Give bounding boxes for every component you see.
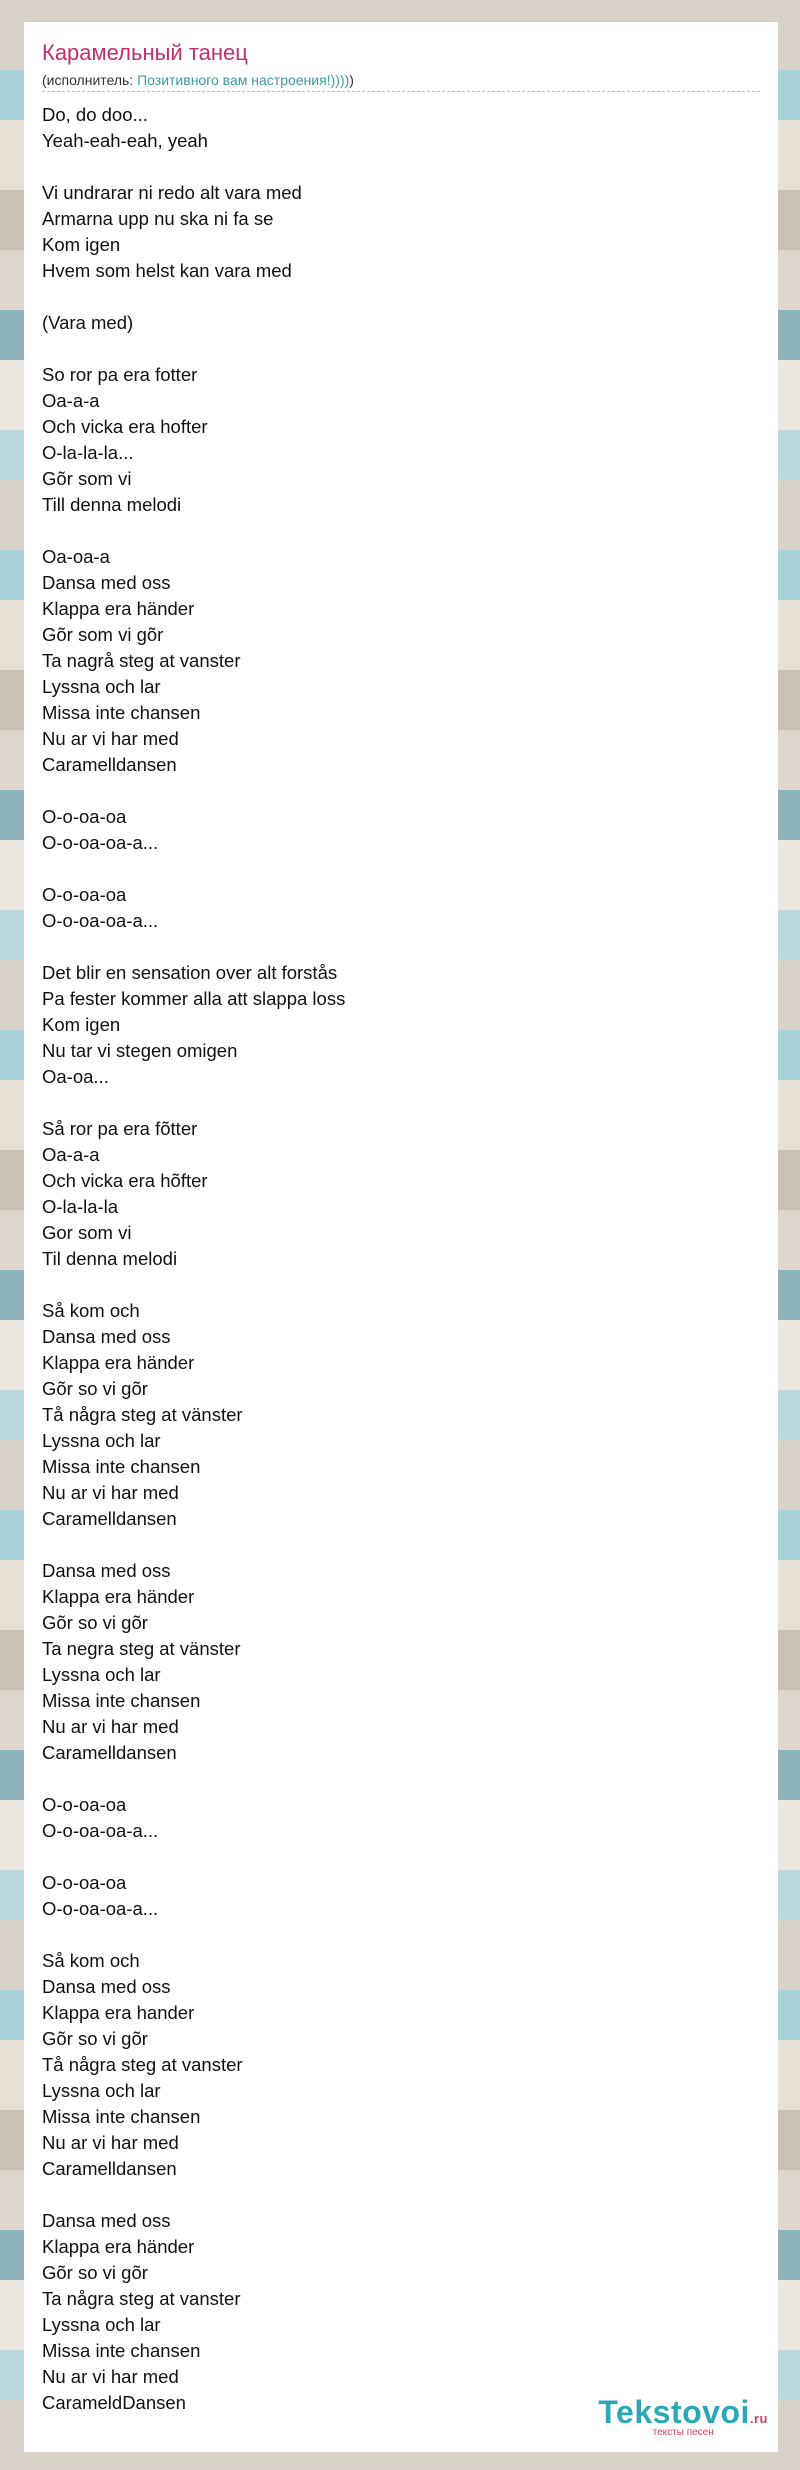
lyric-line: O-o-oa-oa [42, 1872, 127, 1893]
lyric-line: Dansa med oss [42, 1560, 171, 1581]
lyric-line: O-o-oa-oa [42, 884, 127, 905]
lyric-line: Nu ar vi har med [42, 2132, 179, 2153]
lyrics-text [42, 102, 760, 2416]
lyric-line: Hvem som helst kan vara med [42, 260, 292, 281]
stanza-break [42, 154, 760, 180]
lyric-line: Och vicka era hõfter [42, 1170, 208, 1191]
lyric-line: Nu tar vi stegen omigen [42, 1040, 238, 1061]
lyric-line: Till denna melodi [42, 494, 182, 515]
lyric-line: Så kom och [42, 1950, 140, 1971]
lyric-line: Missa inte chansen [42, 2106, 201, 2127]
stanza-break [42, 778, 760, 804]
stanza-break [42, 1090, 760, 1116]
stanza-break [42, 2182, 760, 2208]
lyric-line: Så ror pa era fõtter [42, 1118, 198, 1139]
lyrics-card [24, 22, 778, 2452]
lyric-line: Dansa med oss [42, 2210, 171, 2231]
lyric-line: Tå några steg at vänster [42, 1404, 243, 1425]
lyric-line: O-o-oa-oa [42, 1794, 127, 1815]
lyric-line: Missa inte chansen [42, 1456, 201, 1477]
lyric-line: Gõr som vi gõr [42, 624, 164, 645]
stanza-break [42, 1922, 760, 1948]
lyric-line: Gor som vi [42, 1222, 132, 1243]
lyric-line: Gõr so vi gõr [42, 1378, 148, 1399]
lyric-line: Dansa med oss [42, 1326, 171, 1347]
lyric-line: Nu ar vi har med [42, 2366, 179, 2387]
lyric-line: Oa-oa... [42, 1066, 109, 1087]
lyric-line: Dansa med oss [42, 572, 171, 593]
lyric-line: So ror pa era fotter [42, 364, 198, 385]
lyric-line: Pa fester kommer alla att slappa loss [42, 988, 346, 1009]
site-logo[interactable] [598, 2394, 768, 2438]
lyric-line: Klappa era händer [42, 1586, 195, 1607]
lyric-line: Caramelldansen [42, 1742, 177, 1763]
lyric-line: Lyssna och lar [42, 1430, 161, 1451]
lyric-line: Nu ar vi har med [42, 1716, 179, 1737]
lyric-line: Ta nagrå steg at vanster [42, 650, 241, 671]
lyric-line: Lyssna och lar [42, 2080, 161, 2101]
lyric-line: Klappa era händer [42, 1352, 195, 1373]
stanza-break [42, 1844, 760, 1870]
lyric-line: Så kom och [42, 1300, 140, 1321]
lyric-line: Klappa era händer [42, 2236, 195, 2257]
lyric-line: Caramelldansen [42, 754, 177, 775]
lyric-line: Lyssna och lar [42, 676, 161, 697]
lyric-line: Gõr so vi gõr [42, 2028, 148, 2049]
lyric-line: Missa inte chansen [42, 702, 201, 723]
artist-suffix: ) [349, 72, 354, 88]
stanza-break [42, 856, 760, 882]
lyric-line: O-o-oa-oa-a... [42, 1820, 159, 1841]
lyric-line: Det blir en sensation over alt forstås [42, 962, 338, 983]
stanza-break [42, 934, 760, 960]
lyric-line: Yeah-eah-eah, yeah [42, 130, 208, 151]
stanza-break [42, 1272, 760, 1298]
lyric-line: Klappa era hander [42, 2002, 195, 2023]
song-title: Карамельный танец [42, 40, 248, 65]
lyric-line: Ta negra steg at vänster [42, 1638, 241, 1659]
lyric-line: O-la-la-la... [42, 442, 134, 463]
lyric-line: Gõr so vi gõr [42, 2262, 148, 2283]
lyric-line: Klappa era händer [42, 598, 195, 619]
lyric-line: Och vicka era hofter [42, 416, 208, 437]
lyric-line: O-o-oa-oa-a... [42, 910, 159, 931]
lyric-line: O-o-oa-oa-a... [42, 832, 159, 853]
lyric-line: O-o-oa-oa-a... [42, 1898, 159, 1919]
lyric-line: Lyssna och lar [42, 1664, 161, 1685]
stanza-break [42, 1766, 760, 1792]
lyric-line: Nu ar vi har med [42, 1482, 179, 1503]
lyric-line: Ta några steg at vanster [42, 2288, 241, 2309]
lyric-line: Oa-oa-a [42, 546, 110, 567]
lyric-line: Missa inte chansen [42, 2340, 201, 2361]
lyric-line: Do, do doo... [42, 104, 148, 125]
lyric-line: Caramelldansen [42, 2158, 177, 2179]
artist-line [42, 72, 760, 92]
lyric-line: (Vara med) [42, 312, 134, 333]
stanza-break [42, 1532, 760, 1558]
artist-prefix: (исполнитель: [42, 72, 138, 88]
stanza-break [42, 284, 760, 310]
lyric-line: Gõr so vi gõr [42, 1612, 148, 1633]
lyric-line: Dansa med oss [42, 1976, 171, 1997]
artist-link[interactable]: Позитивного вам настроения!)))) [137, 72, 350, 88]
lyric-line: Vi undrarar ni redo alt vara med [42, 182, 302, 203]
lyric-line: O-la-la-la [42, 1196, 119, 1217]
lyric-line: CarameldDansen [42, 2392, 186, 2413]
logo-tagline: тексты песен [652, 2427, 714, 2438]
lyric-line: Nu ar vi har med [42, 728, 179, 749]
lyric-line: Armarna upp nu ska ni fa se [42, 208, 274, 229]
lyric-line: Gõr som vi [42, 468, 132, 489]
lyric-line: O-o-oa-oa [42, 806, 127, 827]
lyric-line: Til denna melodi [42, 1248, 178, 1269]
logo-domain: .ru [749, 2411, 768, 2426]
logo-name: Tekstovoi [598, 2394, 750, 2430]
lyric-line: Missa inte chansen [42, 1690, 201, 1711]
lyric-line: Kom igen [42, 1014, 121, 1035]
lyric-line: Lyssna och lar [42, 2314, 161, 2335]
lyric-line: Kom igen [42, 234, 121, 255]
lyric-line: Oa-a-a [42, 390, 100, 411]
stanza-break [42, 518, 760, 544]
lyric-line: Tå några steg at vanster [42, 2054, 243, 2075]
lyric-line: Caramelldansen [42, 1508, 177, 1529]
lyric-line: Oa-a-a [42, 1144, 100, 1165]
stanza-break [42, 336, 760, 362]
